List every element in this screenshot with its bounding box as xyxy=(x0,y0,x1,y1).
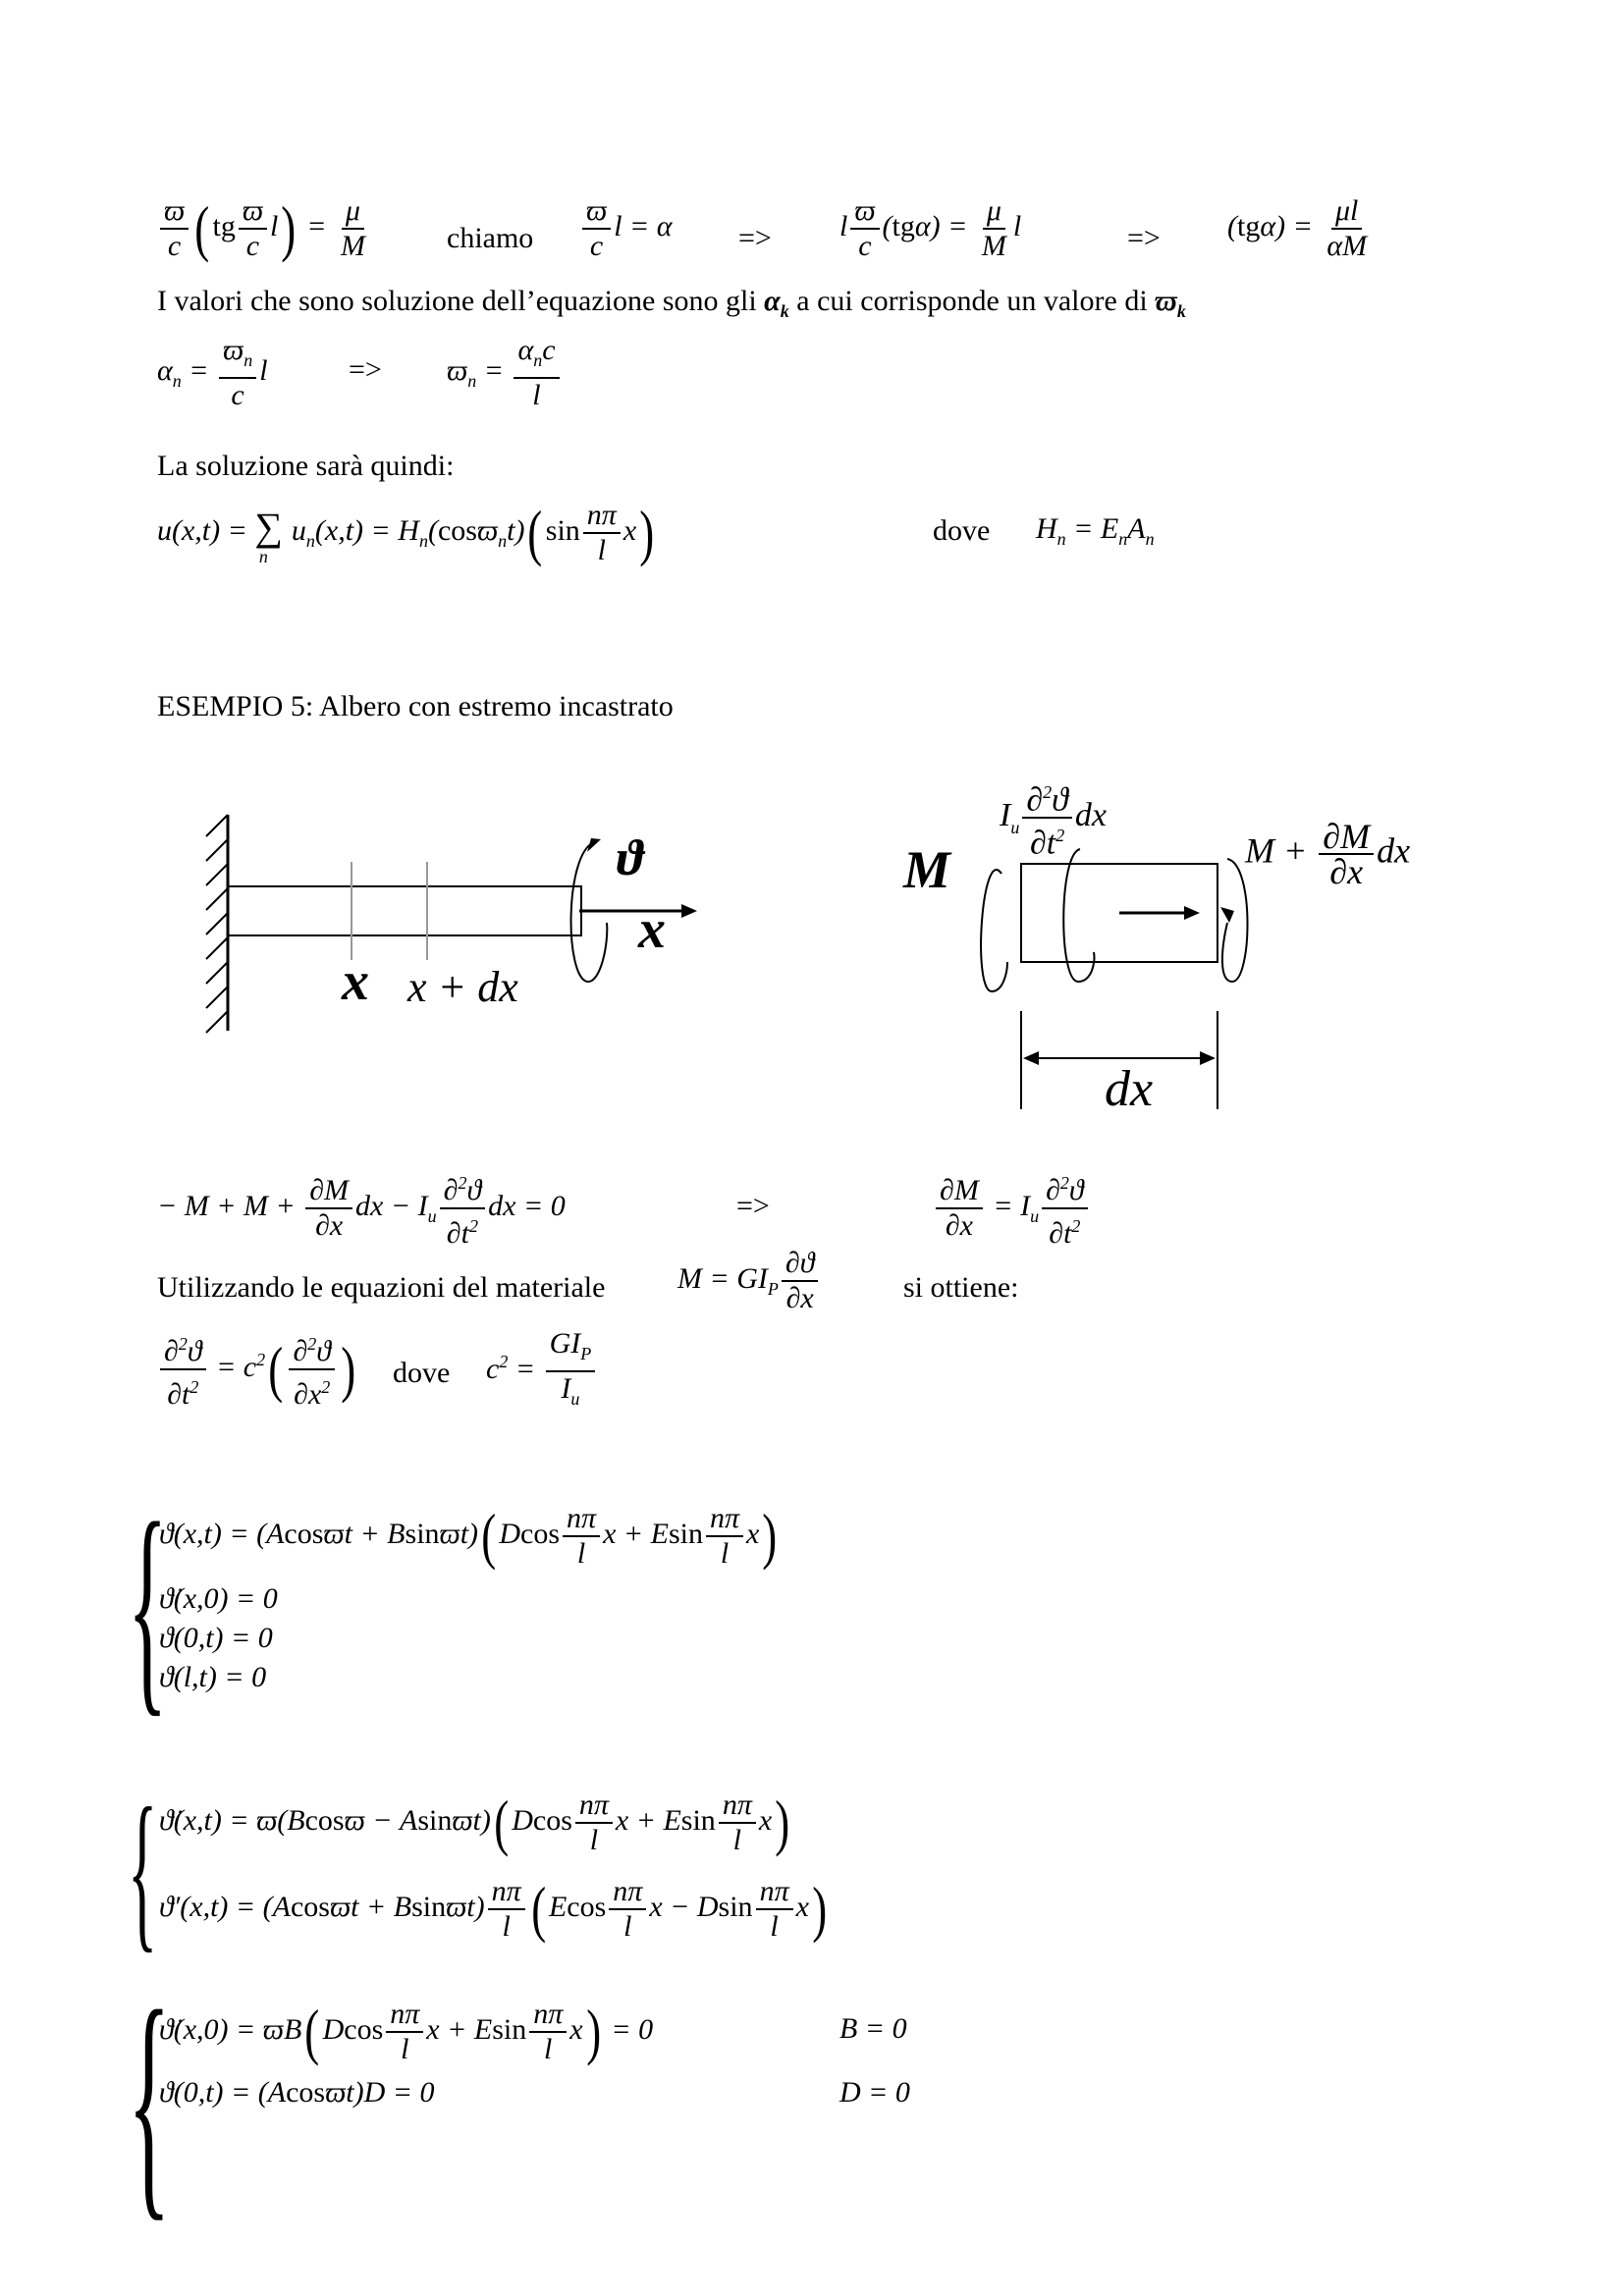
label-M-left: M xyxy=(903,840,951,899)
eq-sys1-general: ϑ(x,t) = (Acosϖt + Bsinϖt)( Dcos $\frac{n\pi}{l}$ x + Esin $\frac{n\pi}{l}$ x) xyxy=(159,1501,778,1571)
text-dove-1: dove xyxy=(933,514,991,547)
text-dove-2: dove xyxy=(393,1357,451,1389)
eq-sys3-cond1: ϑ̇(x,0) = ϖB( Dcos $\frac{n\pi}{l}$ x + Esin $\frac{n\pi}{l}$ x) = 0 xyxy=(159,1997,654,2066)
eq-sys2-time-derivative: ϑ̇(x,t) = ϖ(Bcosϖ − Asinϖt)( Dcos $\frac{n\pi}{l}$ x + Esin $\frac{n\pi}{l}$ x) xyxy=(159,1788,790,1857)
eq-equilibrium-result: $\frac{\partial M}{\partial x}$ = $I_u$ $\frac{\partial^2ϑ}{\partial t^2}$ xyxy=(933,1166,1091,1251)
label-theta: ϑ xyxy=(617,830,644,886)
heading-esempio-5: ESEMPIO 5: Albero con estremo incastrato xyxy=(157,690,674,722)
arrow-3: => xyxy=(349,353,382,386)
brace-system-2: { xyxy=(128,1772,158,1967)
eq-tan-alpha: (tgα) = $\frac{\mu l}{\alpha M}$ xyxy=(1227,194,1368,262)
eq-material: $M = GI_P$ $\frac{\partial ϑ}{\partial x}$ xyxy=(677,1247,821,1315)
eq-result-B: B = 0 xyxy=(839,2012,907,2045)
eq-Hn: $H_n = E_nA_n$ xyxy=(1036,512,1155,549)
eq-substituted: l $\frac{ϖ}{c}$ (tgα) = $\frac{\mu}{M}$ l xyxy=(839,194,1022,262)
text-valori-mid: a cui corrisponde un valore di xyxy=(796,285,1148,317)
eq-frequency-equation: $\frac{ϖ}{c}$ ( tg $\frac{ϖ}{c}$ l) = $\frac{\mu}{M}$ xyxy=(157,194,372,263)
symbol-omega-k: $ϖ_k$ xyxy=(1155,285,1186,321)
eq-sys2-space-derivative: ϑ′(x,t) = (Acosϖt + Bsinϖt) $\frac{n\pi}{l}$ ( Ecos $\frac{n\pi}{l}$ x − Dsin $\frac{n\pi}{l}$ x) xyxy=(159,1874,828,1944)
label-x-position: x xyxy=(342,951,369,1012)
eq-result-D: D = 0 xyxy=(839,2076,910,2109)
text-valori-start: I valori che sono soluzione dell’equazione sono gli xyxy=(157,285,757,317)
eq-sys1-cond3: ϑ(l,t) = 0 xyxy=(159,1661,267,1693)
arrow-4: => xyxy=(736,1190,770,1222)
eq-equilibrium: − M + M + $\frac{\partial M}{\partial x}$ dx − $I_u$ $\frac{\partial^2ϑ}{\partial t^2}$ dx = 0 xyxy=(157,1166,566,1251)
label-M-right: M + $\frac{\partial M}{\partial x}$ dx xyxy=(1245,817,1411,891)
text-soluzione: La soluzione sarà quindi: xyxy=(157,450,455,482)
eq-c-squared: $c^2$ = $\frac{GI_P}{I_u}$ xyxy=(486,1327,598,1415)
text-utilizzando: Utilizzando le equazioni del materiale xyxy=(157,1271,606,1304)
label-x-axis: x xyxy=(638,899,666,960)
label-inertia-term: $I_u$ $\frac{\partial^2ϑ}{\partial t^2}$ dx xyxy=(1000,775,1107,861)
eq-sys3-cond2: ϑ(0,t) = (Acosϖt)D = 0 xyxy=(159,2076,435,2109)
brace-system-3: { xyxy=(128,1959,171,2242)
text-si-ottiene: si ottiene: xyxy=(903,1271,1019,1304)
label-x-plus-dx: x + dx xyxy=(407,963,518,1011)
arrow-2: => xyxy=(1127,222,1161,254)
eq-wave: $\frac{\partial^2ϑ}{\partial t^2}$ = $c^2$( $\frac{\partial^2ϑ}{\partial x^2}$ ) xyxy=(157,1327,358,1412)
eq-solution-sum: $u(x,t) = \sum_nu_n(x,t) = H_n(\cos ϖ_nt)$( sin $\frac{n\pi}{l}$ x) xyxy=(157,498,655,567)
eq-sys1-cond1: ϑ̇(x,0) = 0 xyxy=(159,1582,278,1615)
eq-sys1-cond2: ϑ(0,t) = 0 xyxy=(159,1622,273,1654)
label-dx: dx xyxy=(1105,1061,1154,1117)
text-chiamo: chiamo xyxy=(447,222,534,254)
arrow-1: => xyxy=(738,222,772,254)
eq-omega-n: $ϖ_n$ = $\frac{\alpha_nc}{l}$ xyxy=(447,334,563,412)
symbol-alpha-k: $\alpha_k$ xyxy=(764,285,789,321)
brace-system-1: { xyxy=(128,1474,168,1735)
eq-alpha-def: $\frac{ϖ}{c}$ l = α xyxy=(579,194,673,263)
text-valori xyxy=(157,285,1186,322)
eq-alpha-n: $\alpha_n$ = $\frac{ϖ_n}{c}$ l xyxy=(157,334,268,411)
